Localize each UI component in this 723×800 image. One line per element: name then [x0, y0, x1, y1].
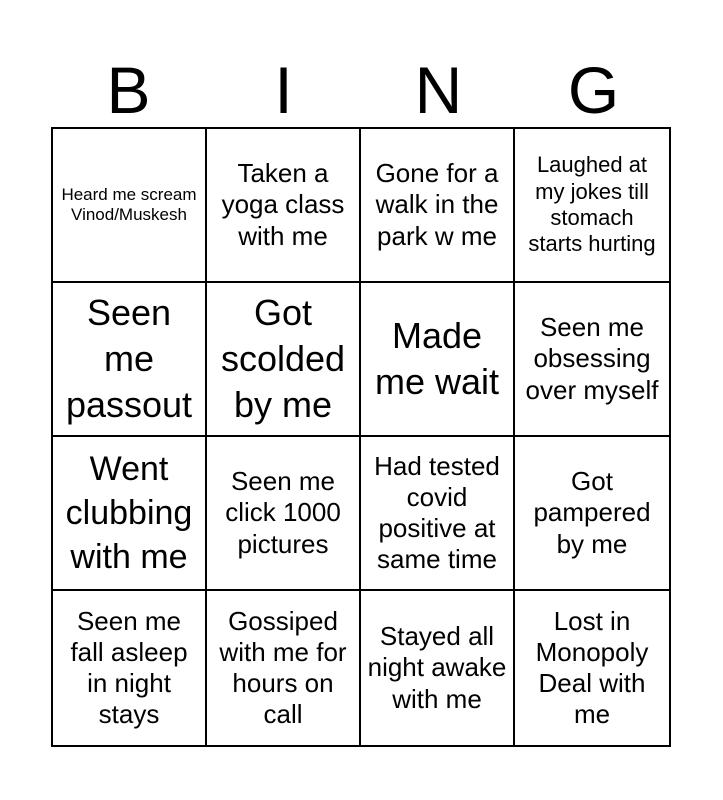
bingo-cell[interactable]: [361, 591, 515, 745]
cell-text: Heard me scream Vinod/Muskesh: [61, 184, 197, 224]
bingo-cell[interactable]: [53, 283, 207, 437]
bingo-board: [51, 127, 671, 747]
cell-text: Seen me fall asleep in night stays: [70, 605, 188, 730]
bingo-cell[interactable]: [361, 437, 515, 591]
cell-text: Laughed at my jokes till stomach starts hurting: [528, 152, 656, 257]
bingo-cell[interactable]: [53, 591, 207, 745]
cell-text: Got pampered by me: [533, 466, 651, 559]
bingo-cell[interactable]: [515, 591, 669, 745]
bingo-header: [51, 52, 671, 128]
bingo-cell[interactable]: [515, 283, 669, 437]
bingo-cell[interactable]: [53, 437, 207, 591]
bingo-cell[interactable]: [207, 437, 361, 591]
cell-text: Went clubbing with me: [65, 449, 193, 577]
cell-text: Lost in Monopoly Deal with me: [535, 605, 649, 730]
cell-text: Seen me click 1000 pictures: [225, 466, 341, 559]
bingo-cell[interactable]: [515, 437, 669, 591]
bingo-cell[interactable]: [207, 283, 361, 437]
header-letter-i: I: [274, 53, 293, 127]
cell-text: Made me wait: [374, 314, 500, 402]
header-letter-b: B: [106, 53, 151, 127]
cell-text: Had tested covid positive at same time: [374, 450, 500, 575]
bingo-cell[interactable]: [361, 283, 515, 437]
cell-text: Gossiped with me for hours on call: [219, 605, 347, 730]
header-letter-n: N: [414, 53, 463, 127]
bingo-cell[interactable]: [515, 129, 669, 283]
cell-text: Seen me passout: [65, 291, 193, 426]
cell-text: Got scolded by me: [220, 291, 346, 426]
bingo-cell[interactable]: [361, 129, 515, 283]
header-letter-g: G: [567, 53, 620, 127]
cell-text: Stayed all night awake with me: [367, 621, 507, 714]
cell-text: Taken a yoga class with me: [221, 158, 345, 251]
bingo-cell[interactable]: [207, 591, 361, 745]
cell-text: Seen me obsessing over myself: [525, 312, 659, 405]
bingo-cell[interactable]: [53, 129, 207, 283]
cell-text: Gone for a walk in the park w me: [375, 158, 499, 251]
bingo-cell[interactable]: [207, 129, 361, 283]
